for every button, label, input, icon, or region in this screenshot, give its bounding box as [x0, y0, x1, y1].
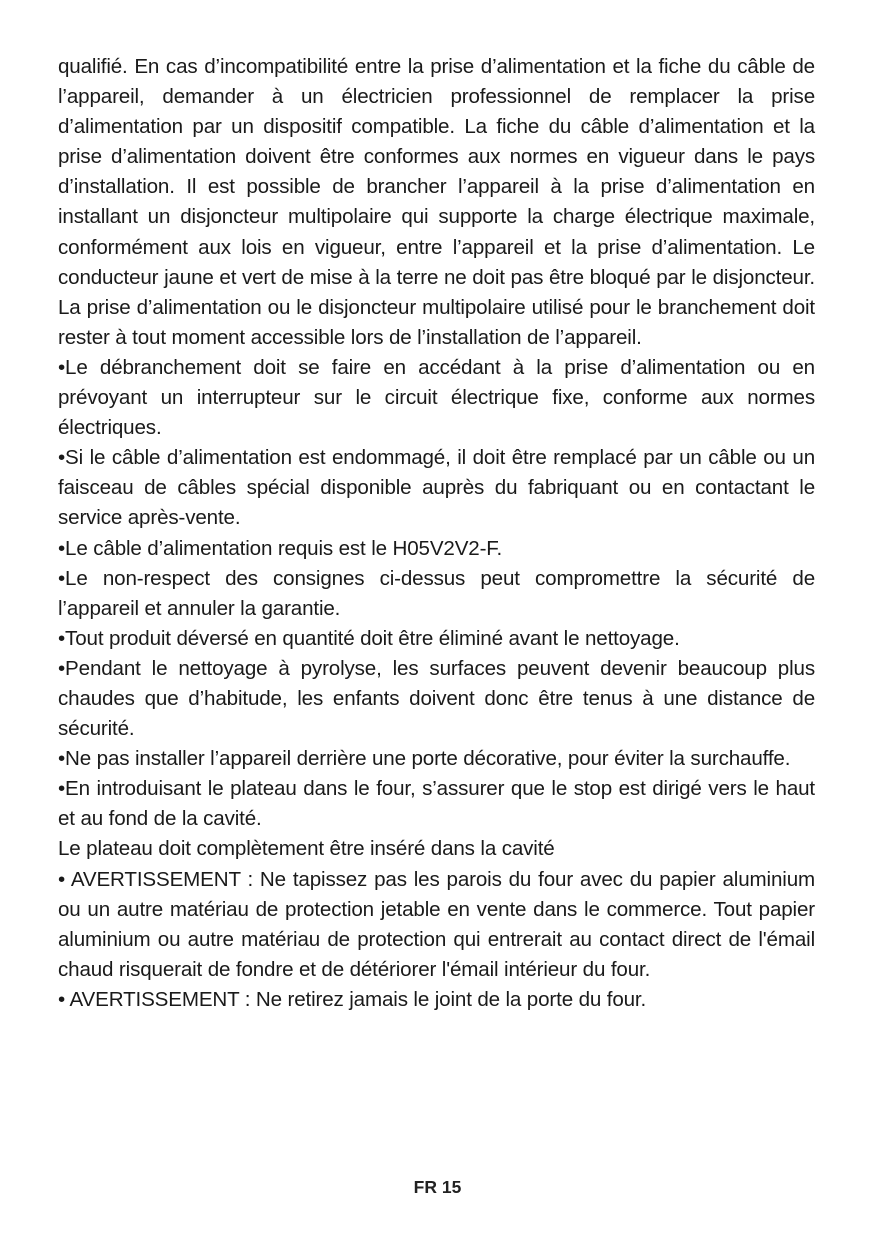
- bullet-damaged-cable: •Si le câble d’alimentation est endommagé, il doit être remplacé par un câble ou un faisceau de câbles spécial disponible auprès du fabriquant ou en contactant le service après-vente.: [58, 446, 815, 530]
- paragraph-tray-note: Le plateau doit complètement être inséré dans la cavité: [58, 837, 555, 861]
- bullet-non-compliance: •Le non-respect des consignes ci-dessus peut compromettre la sécurité de l’appareil et annuler la garantie.: [58, 566, 815, 620]
- bullet-pyrolysis: •Pendant le nettoyage à pyrolyse, les surfaces peuvent devenir beaucoup plus chaudes que d’habitude, les enfants doivent donc être tenus à une distance de sécurité.: [58, 656, 815, 741]
- bullet-disconnection: •Le débranchement doit se faire en accédant à la prise d’alimentation ou en prévoyant un interrupteur sur le circuit électrique fixe, conforme aux normes électriques.: [58, 355, 815, 440]
- paragraph-installation-plug: qualifié. En cas d’incompatibilité entre la prise d’alimentation et la fiche du câble de l’appareil, demander à un électricien professionnel de remplacer la prise d’alimentation par un dispositif compatible. La fiche du câble d’alimentation et la prise d’alimentation doivent être conformes aux normes en vigueur dans le pays d’installation. Il est possible de brancher l’appareil à la prise d’alimentation en installant un disjoncteur multipolaire qui supporte la charge électrique maximale, conformément aux lois en vigueur, entre l’appareil et la prise d’alimentation. Le conducteur jaune et vert de mise à la terre ne doit pas être bloqué par le disjoncteur. La prise d’alimentation ou le disjoncteur multipolaire utilisé pour le branchement doit rester à tout moment accessible lors de l’installation de l’appareil.: [58, 55, 815, 349]
- bullet-decorative-door: •Ne pas installer l’appareil derrière une porte décorative, pour éviter la surchauffe.: [58, 747, 791, 771]
- page-number: FR 15: [413, 1177, 462, 1197]
- bullet-tray-insertion: •En introduisant le plateau dans le four, s’assurer que le stop est dirigé vers le haut et au fond de la cavité.: [58, 777, 815, 831]
- warning-aluminium: • AVERTISSEMENT : Ne tapissez pas les parois du four avec du papier aluminium ou un autre matériau de protection jetable en vente dans le commerce. Tout papier aluminium ou autre matériau de protection qui entrerait au contact direct de l'émail chaud risquerait de fondre et de détériorer l'émail intérieur du four.: [58, 867, 815, 981]
- bullet-spilled-product: •Tout produit déversé en quantité doit être éliminé avant le nettoyage.: [58, 626, 680, 650]
- document-body: [58, 52, 815, 1015]
- warning-door-seal: • AVERTISSEMENT : Ne retirez jamais le joint de la porte du four.: [58, 987, 647, 1011]
- bullet-cable-type: •Le câble d’alimentation requis est le H05V2V2-F.: [58, 536, 503, 560]
